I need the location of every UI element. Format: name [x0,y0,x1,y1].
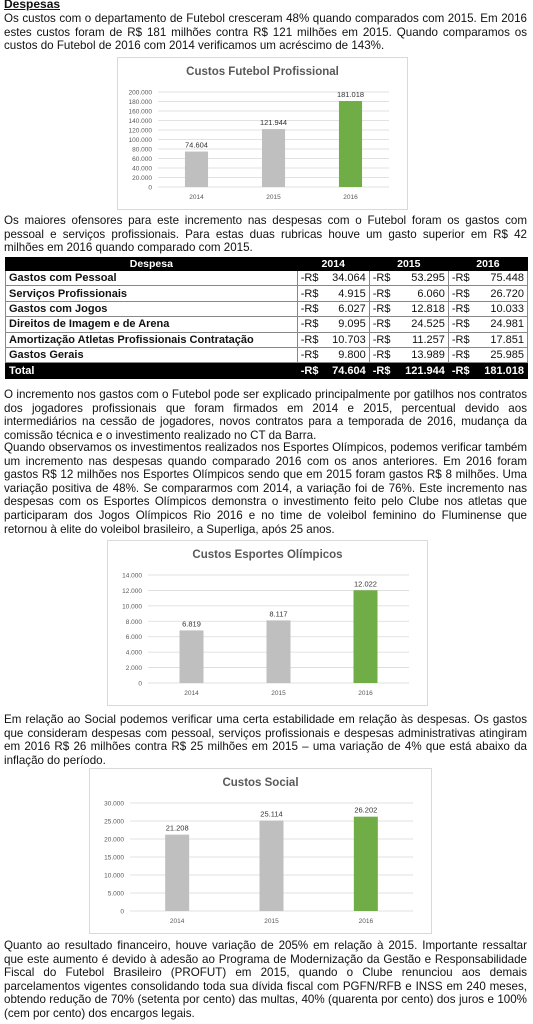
header-2014: 2014 [297,258,369,271]
y-tick-label: 0 [148,184,152,192]
table-row [6,301,528,316]
y-tick-label: 20.000 [104,836,124,844]
bar-2015 [260,821,284,911]
x-tick-label: 2015 [264,918,279,925]
header-despesa: Despesa [6,258,298,271]
header-2016: 2016 [448,258,527,271]
table-total-row [6,363,528,378]
y-tick-label: 10.000 [104,872,124,880]
value-cell: 26.720 [474,286,528,301]
chart-futebol [117,57,408,210]
bar-2015 [262,129,285,187]
value-cell: 25.985 [474,347,528,362]
y-tick-label: 160.000 [128,108,152,116]
value-cell: 10.703 [323,332,370,347]
currency-cell: -R$ [448,301,474,316]
total-currency-cell: -R$ [448,363,474,378]
value-cell: 10.033 [474,301,528,316]
row-label: Gastos com Jogos [6,301,298,316]
currency-cell: -R$ [369,317,395,332]
x-tick-label: 2016 [343,194,358,201]
y-tick-label: 15.000 [104,854,124,862]
data-label: 12.022 [354,579,377,589]
total-label: Total [6,363,298,378]
value-cell: 12.818 [395,301,449,316]
total-currency-cell: -R$ [297,363,323,378]
y-tick-label: 80.000 [132,146,152,154]
value-cell: 6.060 [395,286,449,301]
currency-cell: -R$ [369,347,395,362]
total-currency-cell: -R$ [369,363,395,378]
x-tick-label: 2016 [358,690,373,697]
data-label: 8.117 [269,609,288,619]
y-tick-label: 100.000 [128,137,152,144]
bar-2014 [180,630,204,683]
y-tick-label: 12.000 [122,587,142,595]
row-label: Gastos com Pessoal [6,271,298,286]
y-tick-label: 20.000 [132,175,152,182]
currency-cell: -R$ [297,347,323,362]
value-cell: 17.851 [474,332,528,347]
bar-2015 [267,620,291,683]
y-tick-label: 5.000 [107,890,124,898]
currency-cell: -R$ [448,347,474,362]
value-cell: 24.981 [474,317,528,332]
currency-cell: -R$ [369,271,395,286]
value-cell: 24.525 [395,317,449,332]
data-label: 121.944 [259,118,288,128]
currency-cell: -R$ [297,317,323,332]
data-label: 21.208 [165,823,189,833]
x-tick-label: 2014 [184,690,199,697]
chart-esportes-olimpicos [107,540,428,706]
paragraph-futebol-intro: Os custos com o departamento de Futebol cresceram 48% quando comparados com 2015. Em 2016 estes custos foram de R$ 181 milhões contra R$ 121 milhões em 2015. Quando comparamos os custos do Futebol de 2016 com 2014 verificamos um acréscimo de 143%. [4,12,527,53]
y-tick-label: 60.000 [132,156,152,163]
bar-2014 [165,835,189,911]
chart-social [89,768,432,934]
paragraph-esportes-olimpicos: Quando observamos os investimentos realizados nos Esportes Olímpicos, podemos verificar também um incremento nas despesas quando comparado 2016 com os anos anteriores. Em 2016 foram gastos R$ 12 milhões nos Esportes Olímpicos sendo que em 2015 foram gastos R$ 8 milhões. Uma variação positiva de 48%. Se compararmos com 2014, a variação foi de 76%. Este incremento nas despesas com os Esportes Olímpicos demonstra o investimento feito pelo Clube nos atletas que participaram dos Jogos Olímpicos Rio 2016 e no time de voleibol feminino do Fluminense que retornou à elite do voleibol brasileiro, a Superliga, após 25 anos. [4,441,527,536]
chart-futebol-svg [118,58,407,209]
y-tick-label: 6.000 [125,634,142,642]
y-tick-label: 140.000 [128,118,152,125]
y-tick-label: 2.000 [125,665,142,673]
row-label: Gastos Gerais [6,347,298,362]
currency-cell: -R$ [297,286,323,301]
y-tick-label: 30.000 [104,800,124,808]
currency-cell: -R$ [369,332,395,347]
currency-cell: -R$ [369,301,395,316]
value-cell: 6.027 [323,301,370,316]
data-label: 25.114 [260,809,283,819]
currency-cell: -R$ [448,271,474,286]
y-tick-label: 0 [138,680,142,688]
value-cell: 4.915 [323,286,370,301]
table-header-row [6,258,528,271]
y-tick-label: 10.000 [122,603,142,611]
paragraph-incremento-futebol: O incremento nos gastos com o Futebol pode ser explicado principalmente por gatilhos nos contratos dos jogadores profissionais que foram firmados em 2014 e 2015, percentual devido aos intermediários na cessão de jogadores, novos contratos para a temporada de 2016, mudança da comissão técnica e o investimento realizado no CT da Barra. [4,388,527,442]
row-label: Direitos de Imagem e de Arena [6,317,298,332]
row-label: Serviços Profissionais [6,286,298,301]
value-cell: 9.095 [323,317,370,332]
data-label: 26.202 [354,805,378,815]
row-label: Amortização Atletas Profissionais Contratação [6,332,298,347]
currency-cell: -R$ [297,271,323,286]
bar-2016 [354,590,378,683]
y-tick-label: 40.000 [132,165,152,173]
x-tick-label: 2015 [271,690,286,697]
x-tick-label: 2014 [189,194,204,201]
value-cell: 75.448 [474,271,528,286]
table-row [6,347,528,362]
table-row [6,271,528,286]
y-tick-label: 25.000 [104,818,124,826]
currency-cell: -R$ [297,332,323,347]
currency-cell: -R$ [297,301,323,316]
currency-cell: -R$ [369,286,395,301]
x-tick-label: 2015 [266,194,281,201]
value-cell: 34.064 [323,271,370,286]
currency-cell: -R$ [448,332,474,347]
paragraph-ofensores: Os maiores ofensores para este incremento nas despesas com o Futebol foram os gastos com pessoal e serviços profissionais. Para estas duas rubricas houve um gasto superior em R$ 42 milhões em 2016 quando comparado com 2015. [4,214,527,255]
table-row [6,286,528,301]
y-tick-label: 200.000 [128,89,152,97]
data-label: 6.819 [182,619,201,629]
header-2015: 2015 [369,258,448,271]
value-cell: 9.800 [323,347,370,362]
value-cell: 11.257 [395,332,449,347]
x-tick-label: 2016 [358,918,374,925]
chart-title: Custos Social [222,777,299,789]
expenses-table [5,257,528,379]
total-value-cell: 74.604 [323,363,370,378]
paragraph-social: Em relação ao Social podemos verificar uma certa estabilidade em relação às despesas. Os gastos que consideram despesas com pessoal, serviços profissionais e despesas administrativas atingiram em 2016 R$ 26 milhões contra R$ 25 milhões em 2015 – uma variação de 4% que está abaixo da inflação do período. [4,713,527,767]
chart-esportes-olimpicos-svg [108,541,427,705]
y-tick-label: 8.000 [125,618,142,626]
chart-title: Custos Futebol Profissional [186,66,339,78]
bar-2016 [339,101,362,187]
value-cell: 13.989 [395,347,449,362]
bar-2016 [354,817,378,911]
table-row [6,317,528,332]
paragraph-resultado-financeiro: Quanto ao resultado financeiro, houve variação de 205% em relação à 2015. Importante ressaltar que este aumento é devido à adesão ao Programa de Modernização da Gestão e Responsabilidade Fiscal do Futebol Brasileiro (PROFUT) em 2015, quando o Clube renunciou aos demais parcelamentos vigentes consolidando toda sua dívida fiscal com PGFN/RFB e INSS em 240 meses, obtendo redução de 70% (setenta por cento) das multas, 40% (quarenta por cento) dos juros e 100% (cem por cento) dos encargos legais. [4,939,527,1020]
bar-2014 [185,152,208,187]
x-tick-label: 2014 [169,918,185,925]
currency-cell: -R$ [448,286,474,301]
y-tick-label: 4.000 [125,649,142,657]
y-tick-label: 120.000 [128,127,152,135]
chart-title: Custos Esportes Olímpicos [192,549,343,561]
data-label: 181.018 [336,90,365,100]
y-tick-label: 14.000 [122,572,142,580]
data-label: 74.604 [185,140,208,150]
total-value-cell: 121.944 [395,363,449,378]
section-heading: Despesas [4,0,61,11]
y-tick-label: 180.000 [128,99,152,106]
currency-cell: -R$ [448,317,474,332]
y-tick-label: 0 [120,908,124,916]
value-cell: 53.295 [395,271,449,286]
total-value-cell: 181.018 [474,363,528,378]
table-row [6,332,528,347]
chart-social-svg [90,769,431,933]
